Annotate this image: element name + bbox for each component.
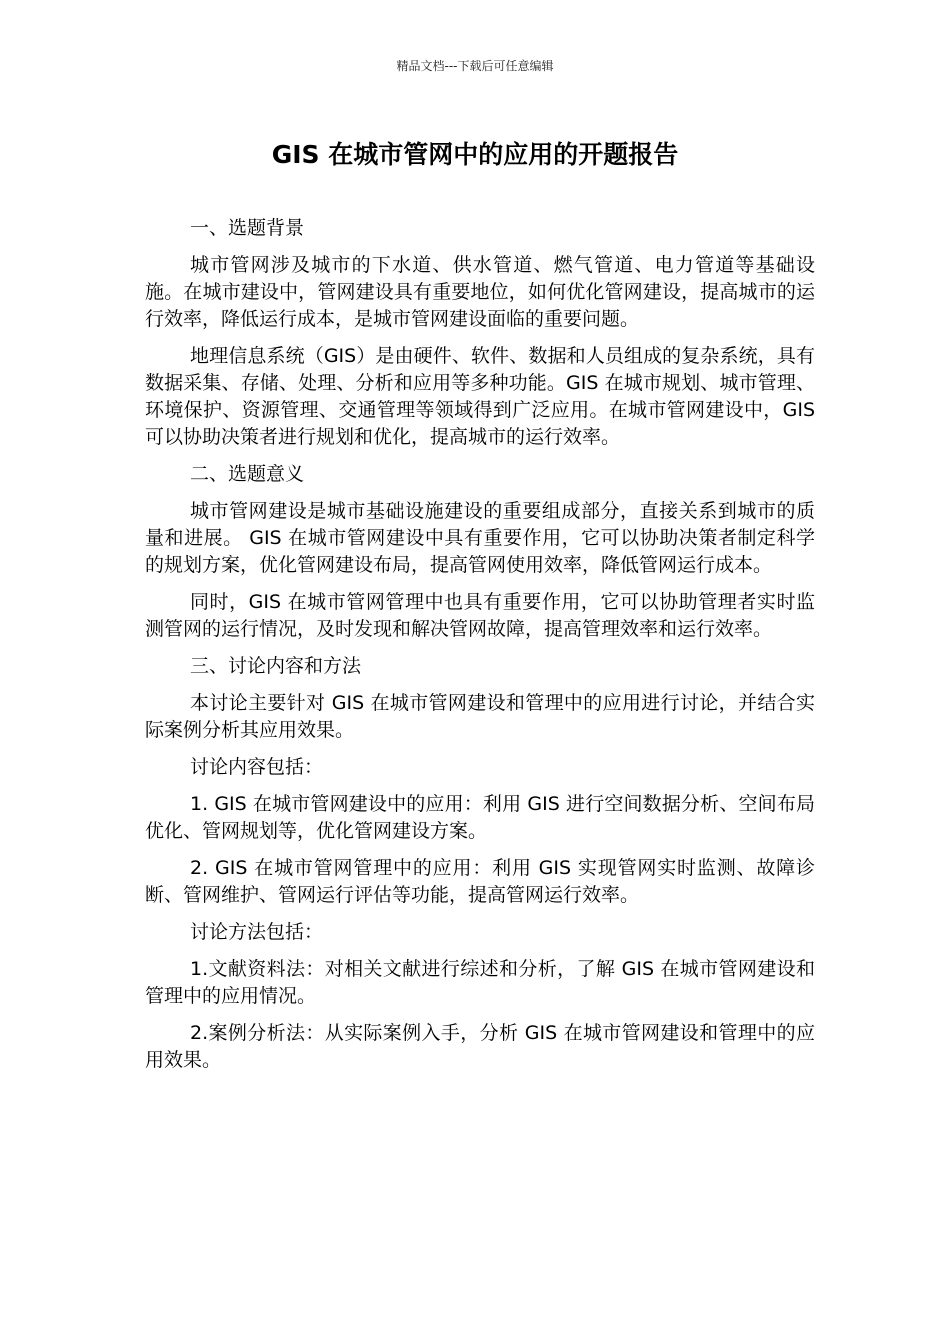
section-heading-significance: 二、选题意义 [190,463,305,485]
list-item-method-1: 1.文献资料法：对相关文献进行综述和分析，了解 GIS 在城市管网建设和管理中的应用情况。 [145,958,815,1007]
document-body [145,215,815,1084]
paragraph-content-label: 讨论内容包括： [190,756,324,778]
paragraph-methods-label: 讨论方法包括： [190,921,324,943]
section-heading-methods: 三、讨论内容和方法 [190,655,362,677]
paragraph-significance-2: 同时，GIS 在城市管网管理中也具有重要作用，它可以协助管理者实时监测管网的运行情况，及时发现和解决管网故障，提高管理效率和运行效率。 [145,591,815,640]
list-item-method-2: 2.案例分析法：从实际案例入手，分析 GIS 在城市管网建设和管理中的应用效果。 [145,1022,815,1071]
list-item-content-2: 2. GIS 在城市管网管理中的应用：利用 GIS 实现管网实时监测、故障诊断、管网维护、管网运行评估等功能，提高管网运行效率。 [145,857,815,906]
section-heading-background: 一、选题背景 [190,217,305,239]
paragraph-methods-intro: 本讨论主要针对 GIS 在城市管网建设和管理中的应用进行讨论，并结合实际案例分析其应用效果。 [145,692,815,741]
document-title: GIS 在城市管网中的应用的开题报告 [271,140,679,169]
paragraph-significance-1: 城市管网建设是城市基础设施建设的重要组成部分，直接关系到城市的质量和进展。 GIS 在城市管网建设中具有重要作用，它可以协助决策者制定科学的规划方案，优化管网建设布局，提高管网使用效率，降低管网运行成本。 [145,500,815,576]
list-item-content-1: 1. GIS 在城市管网建设中的应用：利用 GIS 进行空间数据分析、空间布局优化、管网规划等，优化管网建设方案。 [145,793,815,842]
header-note: 精品文档---下载后可任意编辑 [396,59,554,73]
paragraph-background-2: 地理信息系统（GIS）是由硬件、软件、数据和人员组成的复杂系统，具有数据采集、存储、处理、分析和应用等多种功能。GIS 在城市规划、城市管理、环境保护、资源管理、交通管理等领域得到广泛应用。在城市管网建设中，GIS 可以协助决策者进行规划和优化，提高城市的运行效率。 [145,345,815,448]
paragraph-background-1: 城市管网涉及城市的下水道、供水管道、燃气管道、电力管道等基础设施。在城市建设中，管网建设具有重要地位，如何优化管网建设，提高城市的运行效率，降低运行成本，是城市管网建设面临的重要问题。 [145,254,815,330]
